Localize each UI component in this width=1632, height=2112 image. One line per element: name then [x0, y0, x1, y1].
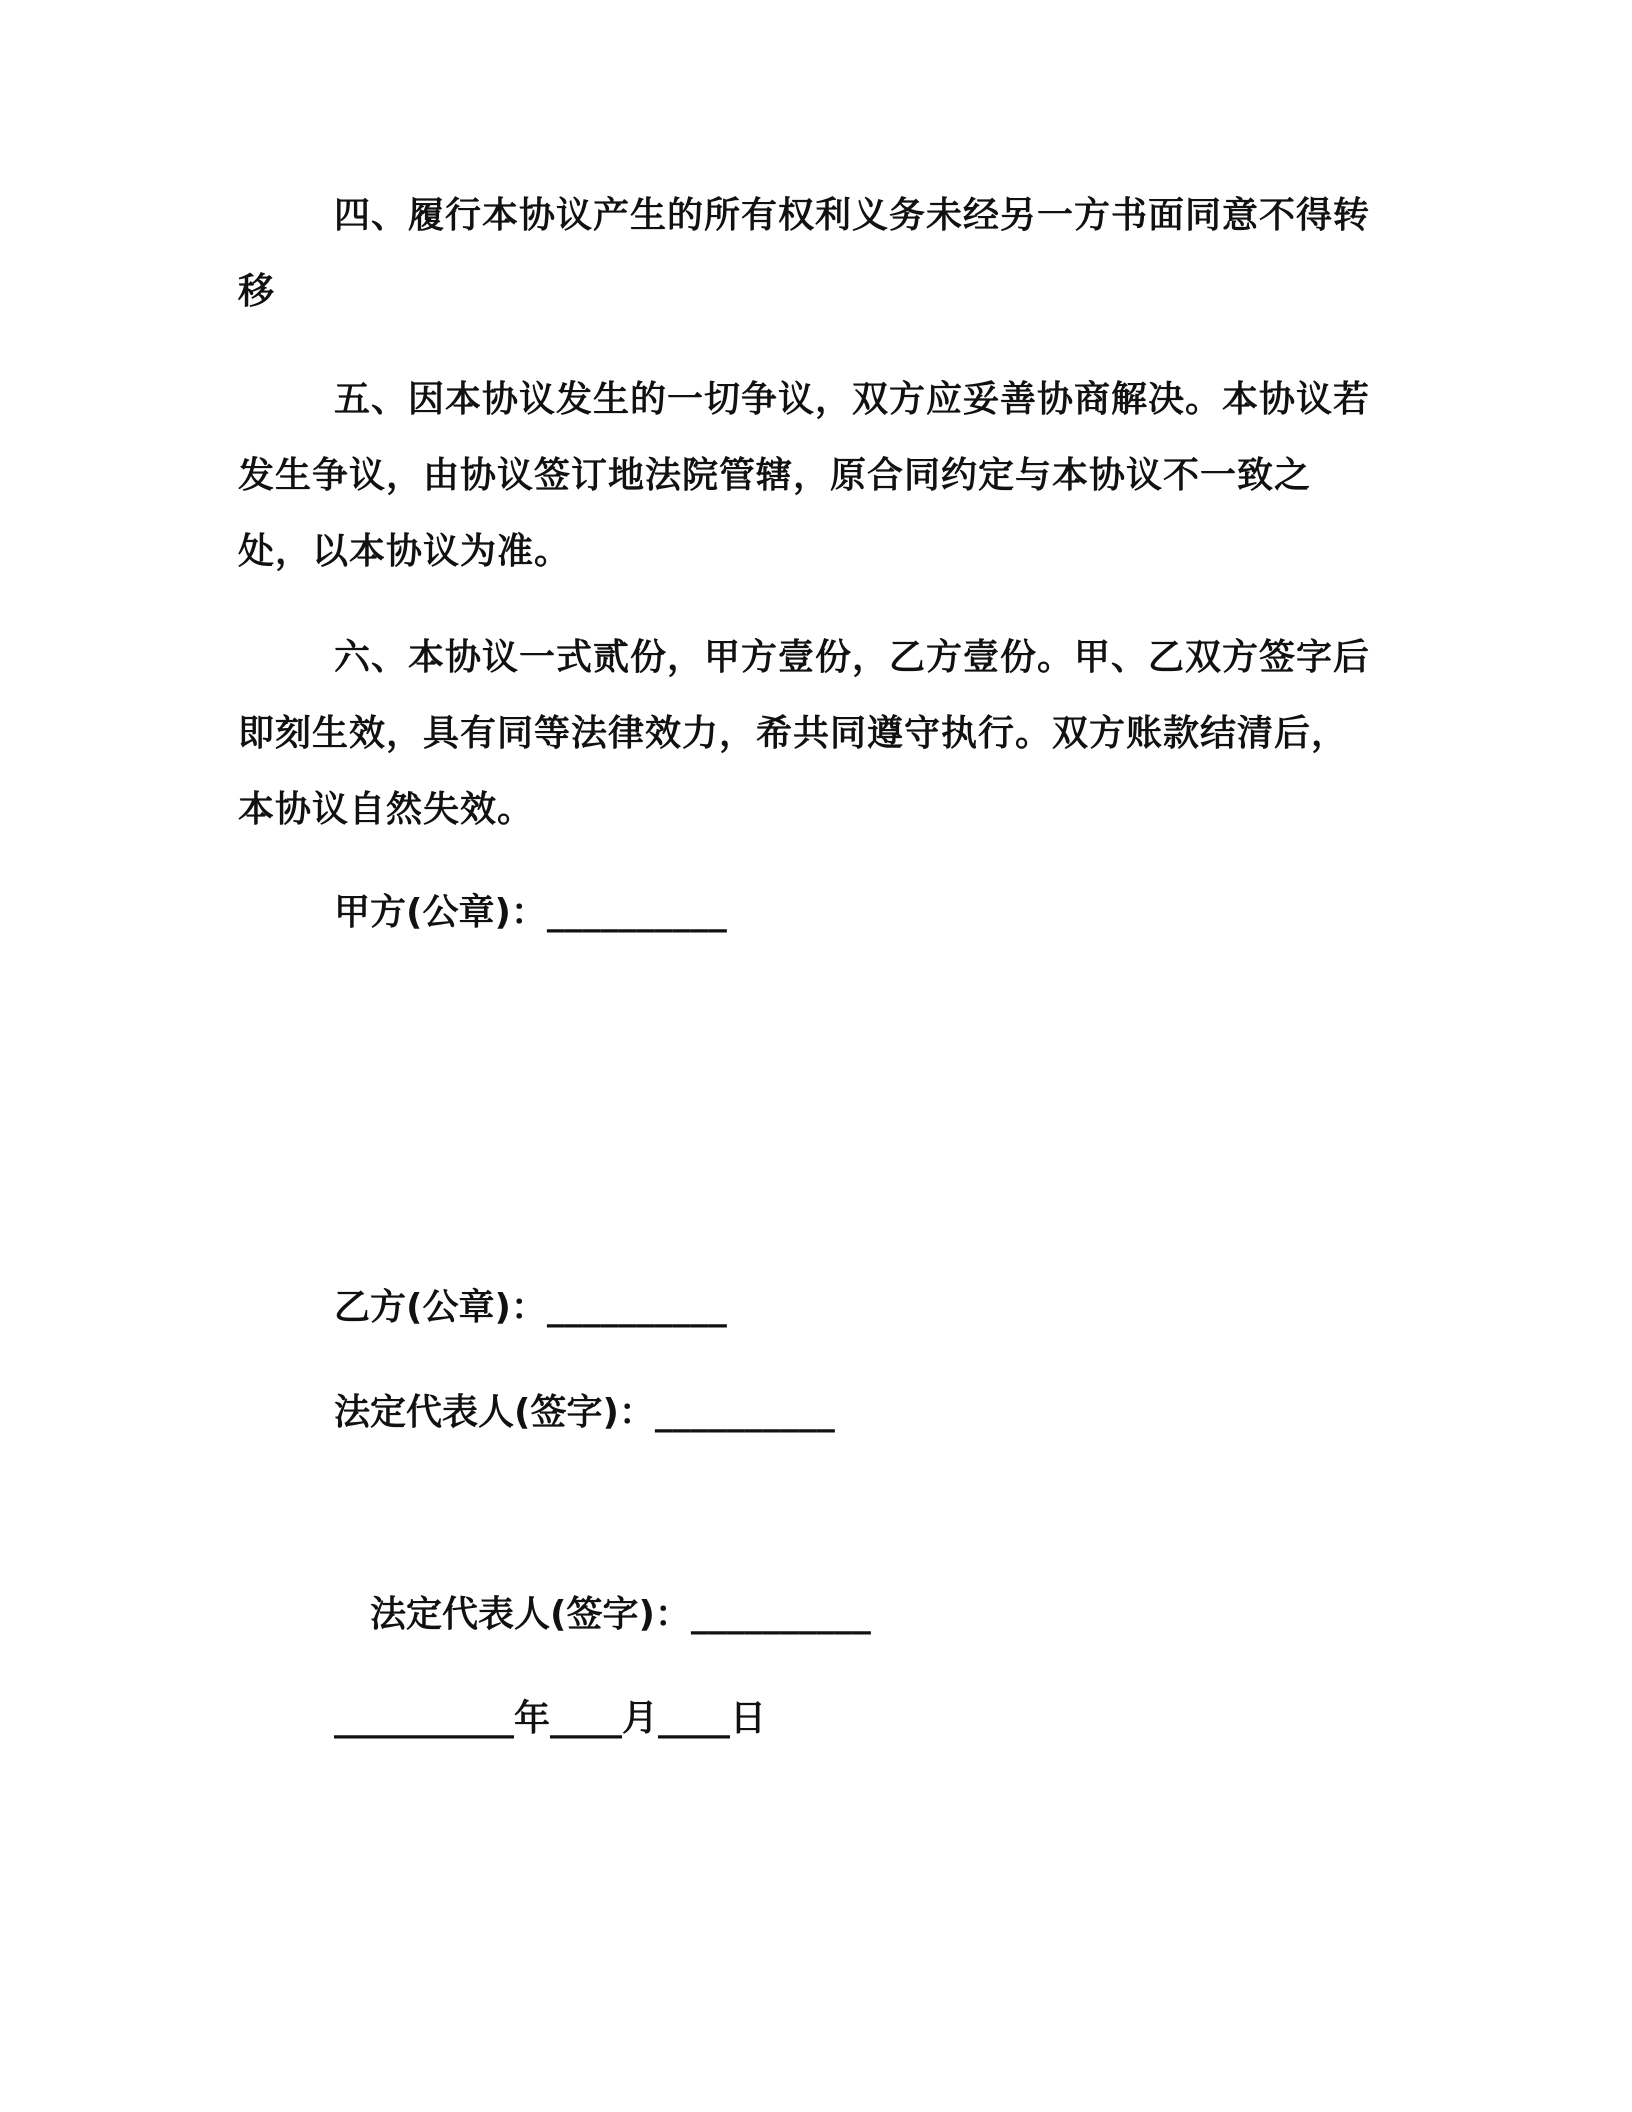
clause-five: 五、因本协议发生的一切争议，双方应妥善协商解决。本协议若发生争议，由协议签订地法院管辖，原合同约定与本协议不一致之处，以本协议为准。: [238, 379, 1371, 572]
legal-representative-line-2: 法定代表人(签字)：__________: [370, 1594, 871, 1635]
party-b-seal-line: 乙方(公章)：__________: [334, 1287, 727, 1328]
clause-six: 六、本协议一式贰份，甲方壹份，乙方壹份。甲、乙双方签字后即刻生效，具有同等法律效力，希共同遵守执行。双方账款结清后，本协议自然失效。: [238, 637, 1371, 830]
legal-representative-line-1: 法定代表人(签字)：__________: [334, 1392, 835, 1433]
date-line: __________年____月____日: [334, 1698, 766, 1739]
party-a-seal-line: 甲方(公章)：__________: [334, 892, 727, 933]
clause-four: 四、履行本协议产生的所有权利义务未经另一方书面同意不得转移: [238, 195, 1371, 312]
